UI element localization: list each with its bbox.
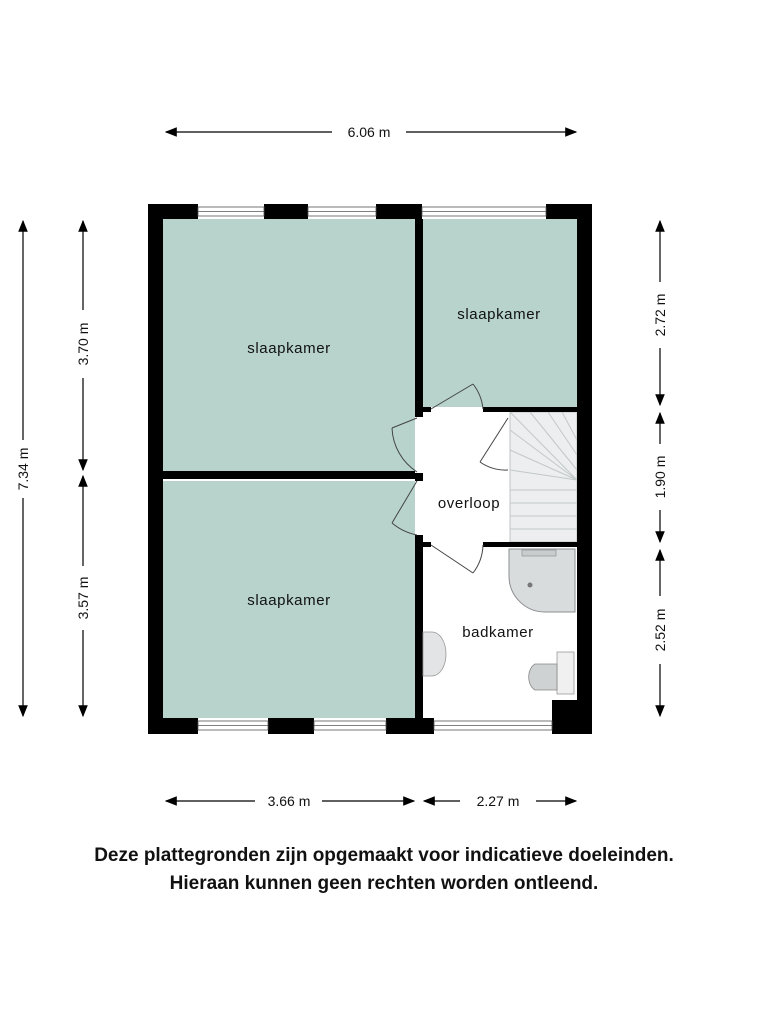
disclaimer-line-1: Deze plattegronden zijn opgemaakt voor indicatieve doeleinden.: [94, 845, 674, 866]
dimension-left-total: 7.34 m: [15, 447, 31, 491]
room-label-bedroom-1: slaapkamer: [247, 340, 331, 357]
room-label-bedroom-2: slaapkamer: [247, 592, 331, 609]
dimension-right-lower: 2.52 m: [652, 608, 668, 652]
room-label-landing: overloop: [437, 495, 501, 512]
dimension-bottom-left: 3.66 m: [267, 793, 311, 809]
room-label-bedroom-3: slaapkamer: [457, 306, 541, 323]
disclaimer-line-2: Hieraan kunnen geen rechten worden ontleend.: [169, 873, 599, 894]
staircase: [510, 412, 577, 542]
dimension-right-middle: 1.90 m: [652, 455, 668, 499]
dimension-bottom-right: 2.27 m: [476, 793, 520, 809]
room-label-bathroom: badkamer: [462, 624, 534, 641]
dimension-right-upper: 2.72 m: [652, 293, 668, 337]
dimension-top-total: 6.06 m: [347, 124, 391, 140]
toilet-cistern: [557, 652, 574, 694]
dimension-left-lower: 3.57 m: [75, 576, 91, 620]
shower-valve: [522, 550, 556, 556]
toilet-bowl: [529, 664, 557, 690]
dimension-left-upper: 3.70 m: [75, 322, 91, 366]
shower-drain: [528, 583, 533, 588]
